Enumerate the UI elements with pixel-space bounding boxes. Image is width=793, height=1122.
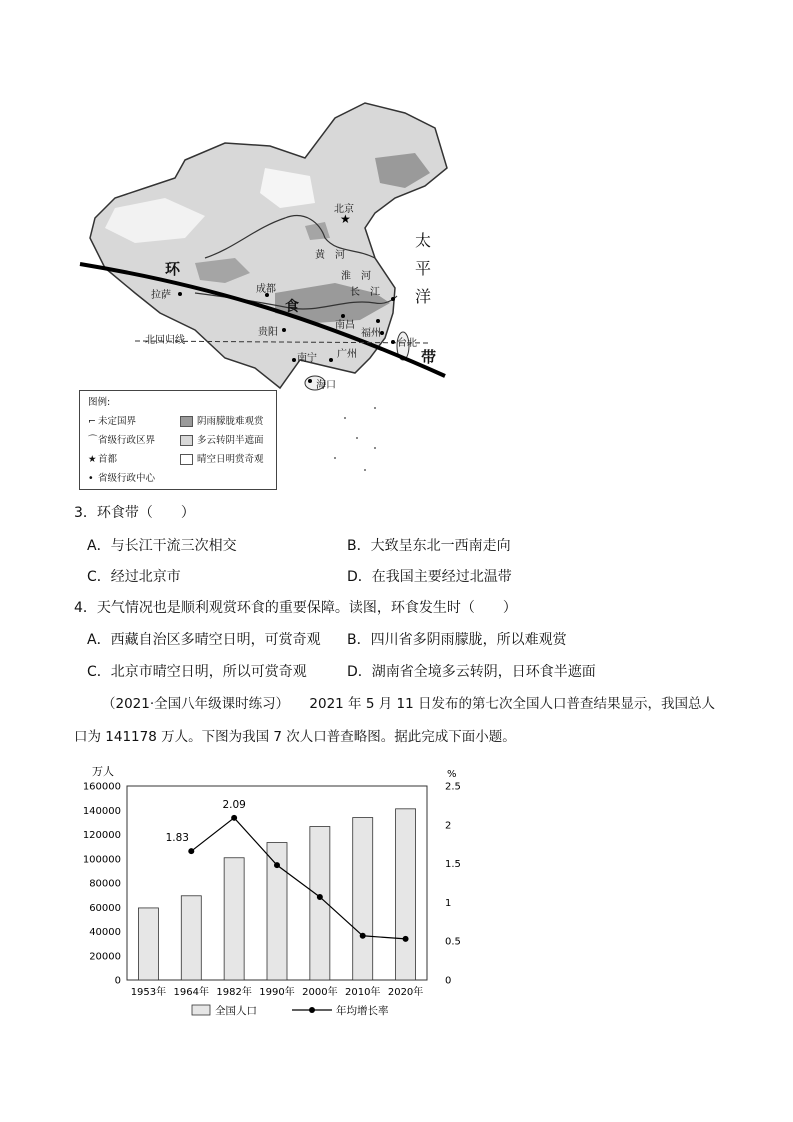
label-guiyang: 贵阳 [258,327,278,338]
y-tick-label: 40000 [89,927,121,938]
q3-option-b: B．大致呈东北一西南走向 [347,538,511,554]
population-bar [224,858,244,980]
y-right-tick-label: 1.5 [445,859,461,871]
intro-line-2: 口为 141178 万人。下图为我国 7 次人口普查略图。据此完成下面小题。 [74,729,516,745]
legend-capital: ★首都 [88,454,118,465]
growth-rate-point [317,894,323,900]
population-bar [181,896,201,980]
y-right-tick-label: 1 [445,897,452,909]
growth-rate-point [274,862,280,868]
capital-star: ★ [340,212,351,226]
x-tick-label: 1990年 [259,987,295,998]
label-tropic: 北回归线 [145,335,185,346]
growth-rate-point [360,933,366,939]
y-tick-label: 140000 [82,805,121,817]
growth-rate-line [191,818,405,939]
legend-province-center: • 省级行政中心 [88,473,156,484]
x-tick-label: 2020年 [387,987,424,998]
label-nanchang: 南昌 [335,320,355,331]
y-tick-label: 60000 [89,902,121,914]
cloudy-swatch-icon [180,435,193,446]
legend-clear: 晴空日明赏奇观 [180,451,264,465]
label-haikou: 海口 [316,380,336,391]
label-chengdu: 成都 [256,284,276,295]
label-huai-river: 淮 河 [341,271,371,282]
x-tick-label: 1982年 [216,987,252,998]
province-border-icon: ⌒ [88,435,98,446]
legend-bar-label: 全国人口 [215,1005,257,1017]
y-tick-label: 80000 [89,878,121,890]
label-ring-band-3: 带 [421,348,437,366]
label-nanning: 南宁 [297,353,317,364]
dot-icon: • [88,473,94,484]
population-bar [138,908,158,980]
legend-rainy: 阴雨朦胧难观赏 [180,413,264,427]
q4-stem: 4．天气情况也是顺利观赏环食的重要保障。读图，环食发生时（ ） [74,600,517,616]
legend-line-label: 年均增长率 [336,1005,389,1017]
intro-line-1: （2021·全国八年级课时练习） 2021 年 5 月 11 日发布的第七次全国人口普查结果显示，我国总人 [102,696,715,712]
map-legend [79,390,277,490]
q4-option-c: C．北京市晴空日明，所以可赏奇观 [87,664,307,680]
y-axis-title: 万人 [92,765,114,778]
growth-rate-point [188,848,194,854]
label-yangtze: 长 江 [350,287,380,298]
label-guangzhou: 广州 [337,349,357,360]
south-china-sea-islands [334,407,376,471]
label-beijing: 北京 [334,204,354,215]
undetermined-border-icon: ⌐ [88,416,96,427]
clear-swatch-icon [180,454,193,465]
label-pacific-1: 太 [415,231,432,250]
population-chart [70,760,490,1025]
q4-option-a: A．西藏自治区多晴空日明，可赏奇观 [87,632,321,648]
label-yellow-river: 黄 河 [315,250,345,261]
label-ring-band-2: 食 [285,299,299,315]
q3-option-a: A．与长江干流三次相交 [87,538,237,554]
legend-cloudy: 多云转阴半遮面 [180,432,264,446]
legend-province-border: ⌒省级行政区界 [88,432,155,446]
growth-rate-point [231,815,237,821]
label-fuzhou: 福州 [361,328,381,339]
y-right-tick-label: 2.5 [445,781,461,793]
y-tick-label: 120000 [82,830,121,841]
q4-option-b: B．四川省多阴雨朦胧，所以难观赏 [347,632,567,648]
q4-option-d: D．湖南省全境多云转阴，日环食半遮面 [347,664,596,680]
x-tick-label: 2010年 [344,987,381,998]
y-tick-label: 0 [114,975,121,987]
y-tick-label: 20000 [89,951,121,963]
data-label: 2.09 [222,798,246,811]
rainy-swatch-icon [180,416,193,427]
x-tick-label: 1964年 [173,987,210,998]
y-right-tick-label: 2 [445,820,452,832]
y-right-tick-label: 0 [445,975,452,987]
label-pacific-2: 平 [415,259,432,278]
legend-title: 图例: [88,397,111,408]
y-right-axis-title: % [447,769,457,780]
legend-bar-swatch [192,1005,210,1015]
population-bar [396,809,416,980]
q3-option-d: D．在我国主要经过北温带 [347,569,512,585]
star-icon: ★ [88,454,97,465]
q3-stem: 3．环食带（ ） [74,505,195,521]
legend-undetermined-border: ⌐ 未定国界 [88,416,137,427]
label-pacific-3: 洋 [415,287,432,306]
label-taibei: 台北 [397,338,417,349]
population-bar [353,818,373,980]
label-ring-band-1: 环 [165,260,181,278]
label-lhasa: 拉萨 [151,290,171,301]
x-tick-label: 2000年 [302,987,338,998]
growth-rate-point [403,936,409,942]
data-label: 1.83 [165,832,189,845]
china-outline [90,103,447,388]
q3-option-c: C．经过北京市 [87,569,181,585]
x-tick-label: 1953年 [130,987,167,998]
y-right-tick-label: 0.5 [445,936,461,948]
y-tick-label: 160000 [82,781,121,793]
population-chart-svg [70,760,490,1025]
y-tick-label: 100000 [82,854,121,866]
legend-line-marker [309,1007,315,1013]
